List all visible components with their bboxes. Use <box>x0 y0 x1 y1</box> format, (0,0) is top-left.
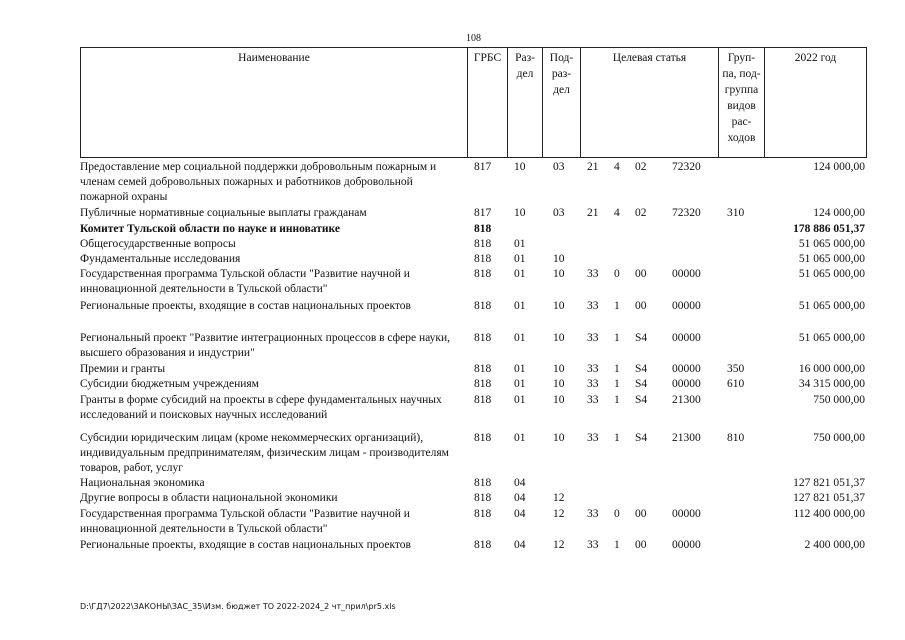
cell-cs4: 21300 <box>672 394 701 406</box>
cell-cs2: 4 <box>614 161 620 173</box>
cell-razd: 04 <box>514 477 526 489</box>
cell-sum: 51 065 000,00 <box>798 253 865 265</box>
cell-cs1: 33 <box>587 432 599 444</box>
cell-razd: 10 <box>514 207 526 219</box>
header-razdel: Раз- дел <box>507 48 542 157</box>
cell-cs2: 4 <box>614 207 620 219</box>
cell-sum: 178 886 051,37 <box>793 223 865 235</box>
cell-podr: 12 <box>553 539 565 551</box>
page-number: 108 <box>466 33 481 44</box>
cell-razd: 01 <box>514 363 526 375</box>
header-podrazdel: Под- раз- дел <box>542 48 580 157</box>
cell-podr: 10 <box>553 363 565 375</box>
cell-sum: 750 000,00 <box>813 394 865 406</box>
cell-grbs: 818 <box>474 394 492 406</box>
cell-cs1: 33 <box>587 508 599 520</box>
cell-name: Премии и гранты <box>80 363 166 375</box>
cell-sum: 112 400 000,00 <box>793 508 865 520</box>
cell-grbs: 817 <box>474 207 492 219</box>
cell-cs1: 33 <box>587 300 599 312</box>
cell-cs4: 00000 <box>672 300 701 312</box>
cell-cs3: 02 <box>635 161 647 173</box>
cell-cs4: 72320 <box>672 161 701 173</box>
cell-name: Государственная программа Тульской области "Развитие научной и инновационной деятельности в Тульской области" <box>80 268 410 295</box>
cell-grbs: 818 <box>474 253 492 265</box>
cell-razd: 01 <box>514 394 526 406</box>
cell-cs3: S4 <box>635 332 648 344</box>
header-name: Наименование <box>238 52 310 64</box>
cell-sum: 750 000,00 <box>813 432 865 444</box>
cell-podr: 10 <box>553 432 565 444</box>
cell-razd: 04 <box>514 492 526 504</box>
cell-grbs: 818 <box>474 363 492 375</box>
cell-name: Комитет Тульской области по науке и инноватике <box>80 223 340 235</box>
cell-podr: 10 <box>553 300 565 312</box>
header-cel-statya: Целевая статья <box>580 48 718 157</box>
cell-razd: 01 <box>514 268 526 280</box>
cell-name: Субсидии юридическим лицам (кроме некоммерческих организаций), индивидуальным предпринимателям, физическим лицам - производителям товаров, работ, услуг <box>80 432 449 474</box>
cell-cs1: 21 <box>587 207 599 219</box>
cell-podr: 10 <box>553 378 565 390</box>
cell-razd: 10 <box>514 161 526 173</box>
cell-name: Региональный проект "Развитие интеграционных процессов в сфере науки, высшего образования и индустрии" <box>80 332 451 359</box>
cell-cs2: 1 <box>614 363 620 375</box>
cell-cs2: 0 <box>614 508 620 520</box>
cell-cs4: 00000 <box>672 332 701 344</box>
cell-grbs: 817 <box>474 161 492 173</box>
cell-cs3: S4 <box>635 432 648 444</box>
cell-cs3: S4 <box>635 394 648 406</box>
cell-sum: 51 065 000,00 <box>798 300 865 312</box>
cell-cs2: 0 <box>614 268 620 280</box>
cell-sum: 127 821 051,37 <box>793 492 865 504</box>
cell-sum: 124 000,00 <box>813 161 865 173</box>
cell-sum: 51 065 000,00 <box>798 268 865 280</box>
cell-podr: 12 <box>553 492 565 504</box>
cell-grbs: 818 <box>474 332 492 344</box>
cell-vr: 610 <box>727 378 745 390</box>
cell-cs3: 00 <box>635 508 647 520</box>
cell-name: Общегосударственные вопросы <box>80 238 236 250</box>
cell-cs3: 00 <box>635 539 647 551</box>
cell-name: Региональные проекты, входящие в состав национальных проектов <box>80 300 411 312</box>
cell-cs2: 1 <box>614 394 620 406</box>
cell-name: Государственная программа Тульской области "Развитие научной и инновационной деятельности в Тульской области" <box>80 508 410 535</box>
cell-grbs: 818 <box>474 477 492 489</box>
cell-cs1: 33 <box>587 394 599 406</box>
cell-name: Фундаментальные исследования <box>80 253 241 265</box>
cell-cs1: 33 <box>587 332 599 344</box>
cell-name: Публичные нормативные социальные выплаты гражданам <box>80 207 367 219</box>
cell-podr: 12 <box>553 508 565 520</box>
cell-grbs: 818 <box>474 378 492 390</box>
cell-grbs: 818 <box>474 238 492 250</box>
cell-razd: 01 <box>514 432 526 444</box>
cell-name: Гранты в форме субсидий на проекты в сфере фундаментальных научных исследований и поисковых научных исследований <box>80 394 442 421</box>
cell-cs3: 02 <box>635 207 647 219</box>
cell-cs4: 00000 <box>672 363 701 375</box>
cell-cs1: 33 <box>587 363 599 375</box>
cell-sum: 2 400 000,00 <box>804 539 865 551</box>
cell-razd: 01 <box>514 378 526 390</box>
header-year: 2022 год <box>764 48 866 157</box>
cell-sum: 34 315 000,00 <box>798 378 865 390</box>
cell-razd: 01 <box>514 253 526 265</box>
cell-cs4: 00000 <box>672 508 701 520</box>
cell-name: Другие вопросы в области национальной экономики <box>80 492 338 504</box>
cell-cs4: 21300 <box>672 432 701 444</box>
cell-sum: 124 000,00 <box>813 207 865 219</box>
cell-name: Национальная экономика <box>80 477 205 489</box>
cell-cs2: 1 <box>614 332 620 344</box>
cell-cs3: S4 <box>635 363 648 375</box>
cell-cs3: 00 <box>635 300 647 312</box>
cell-cs4: 00000 <box>672 539 701 551</box>
cell-podr: 03 <box>553 161 565 173</box>
cell-vr: 350 <box>727 363 745 375</box>
cell-grbs: 818 <box>474 508 492 520</box>
cell-razd: 01 <box>514 300 526 312</box>
cell-cs2: 1 <box>614 432 620 444</box>
cell-razd: 01 <box>514 238 526 250</box>
cell-grbs: 818 <box>474 539 492 551</box>
cell-podr: 10 <box>553 332 565 344</box>
cell-cs2: 1 <box>614 378 620 390</box>
cell-grbs: 818 <box>474 492 492 504</box>
cell-podr: 03 <box>553 207 565 219</box>
cell-cs1: 33 <box>587 268 599 280</box>
cell-cs4: 00000 <box>672 378 701 390</box>
cell-grbs: 818 <box>474 268 492 280</box>
cell-razd: 04 <box>514 508 526 520</box>
cell-grbs: 818 <box>474 223 492 235</box>
cell-grbs: 818 <box>474 300 492 312</box>
cell-cs1: 21 <box>587 161 599 173</box>
cell-podr: 10 <box>553 394 565 406</box>
cell-cs2: 1 <box>614 539 620 551</box>
cell-cs3: 00 <box>635 268 647 280</box>
cell-grbs: 818 <box>474 432 492 444</box>
cell-cs4: 00000 <box>672 268 701 280</box>
cell-vr: 310 <box>727 207 745 219</box>
header-grbs: ГРБС <box>467 48 507 157</box>
cell-razd: 01 <box>514 332 526 344</box>
cell-cs4: 72320 <box>672 207 701 219</box>
cell-name: Региональные проекты, входящие в состав национальных проектов <box>80 539 411 551</box>
cell-cs2: 1 <box>614 300 620 312</box>
cell-cs3: S4 <box>635 378 648 390</box>
cell-sum: 51 065 000,00 <box>798 332 865 344</box>
cell-sum: 51 065 000,00 <box>798 238 865 250</box>
cell-vr: 810 <box>727 432 745 444</box>
table-header <box>80 47 867 158</box>
cell-cs1: 33 <box>587 378 599 390</box>
header-vid-rashodov: Груп- па, под- группа видов рас- ходов <box>718 48 764 157</box>
cell-cs1: 33 <box>587 539 599 551</box>
cell-podr: 10 <box>553 268 565 280</box>
cell-sum: 16 000 000,00 <box>798 363 865 375</box>
cell-name: Предоставление мер социальной поддержки добровольным пожарным и членам семей добровольных пожарных и работников добровольной пожарной охраны <box>80 161 437 203</box>
cell-podr: 10 <box>553 253 565 265</box>
cell-razd: 04 <box>514 539 526 551</box>
footer-path: D:\ГД7\2022\ЗАКОНЫ\ЗАС_35\Изм. бюджет ТО 2022-2024_2 чт_прил\pr5.xls <box>80 602 396 611</box>
cell-sum: 127 821 051,37 <box>793 477 865 489</box>
cell-name: Субсидии бюджетным учреждениям <box>80 378 259 390</box>
